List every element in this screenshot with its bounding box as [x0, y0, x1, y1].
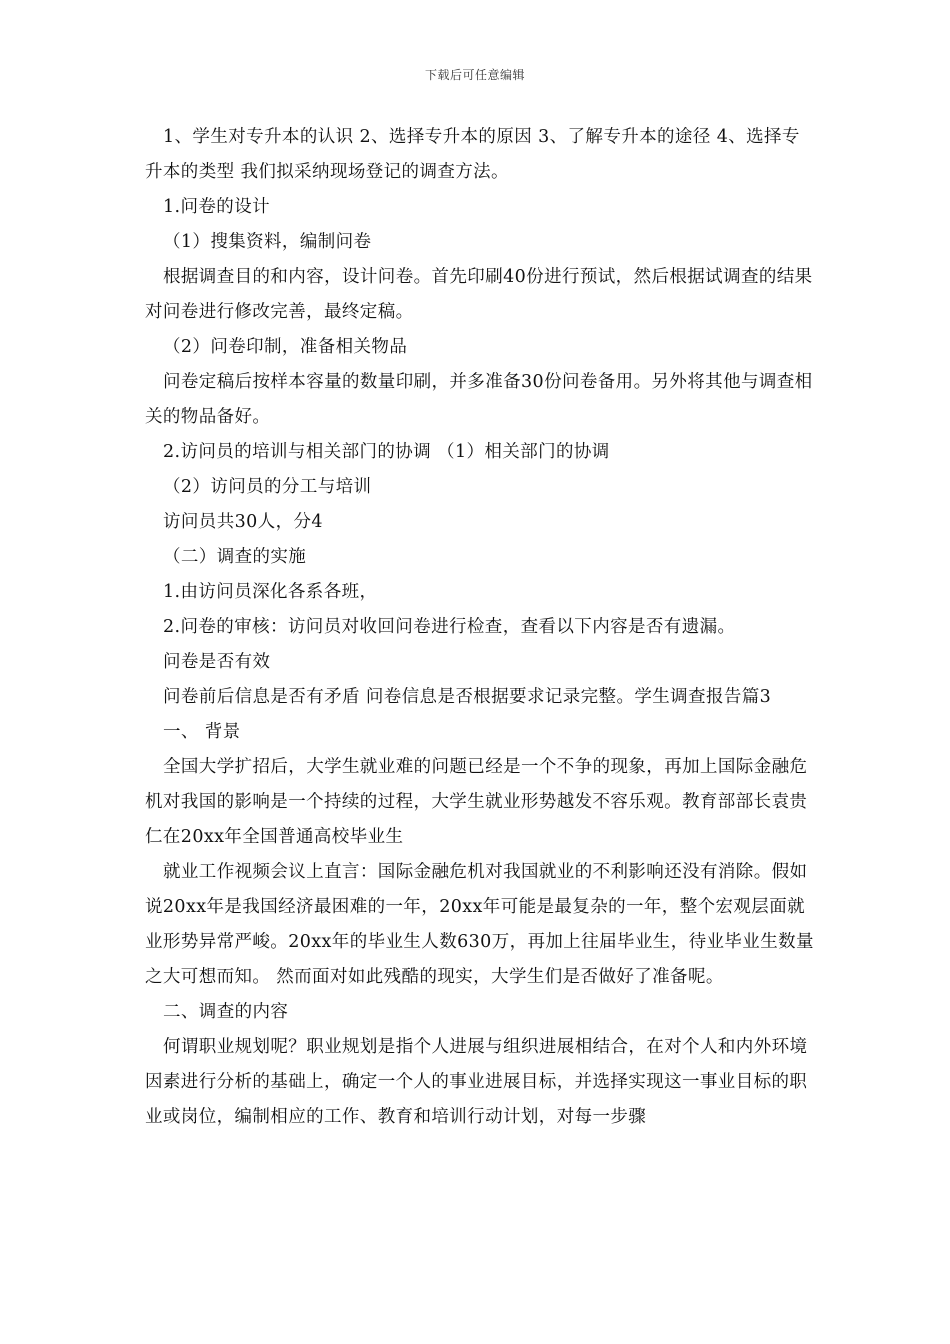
paragraph: 访问员共30人，分4	[163, 512, 323, 532]
paragraph: 全国大学扩招后，大学生就业难的问题已经是一个不争的现象，再加上国际金融危机对我国的影响是一个持续的过程，大学生就业形势越发不容乐观。教育部部长袁贵仁在20xx年全国普通高校毕业生	[145, 757, 808, 847]
document-body	[145, 120, 815, 1135]
paragraph: 2.访问员的培训与相关部门的协调 （1）相关部门的协调	[163, 442, 610, 462]
paragraph: 1.由访问员深化各系各班，	[163, 582, 378, 602]
paragraph: （二）调查的实施	[163, 547, 307, 567]
paragraph: 问卷是否有效	[163, 652, 271, 672]
paragraph: 何谓职业规划呢？职业规划是指个人进展与组织进展相结合，在对个人和内外环境因素进行分析的基础上，确定一个人的事业进展目标，并选择实现这一事业目标的职业或岗位，编制相应的工作、教育和培训行动计划，对每一步骤	[145, 1037, 808, 1127]
paragraph: （1）搜集资料，编制问卷	[163, 232, 372, 252]
paragraph: 问卷定稿后按样本容量的数量印刷，并多准备30份问卷备用。另外将其他与调查相关的物品备好。	[145, 372, 813, 427]
paragraph: 问卷前后信息是否有矛盾 问卷信息是否根据要求记录完整。学生调查报告篇3	[163, 687, 772, 707]
paragraph: （2）访问员的分工与培训	[163, 477, 372, 497]
page-header-note: 下载后可任意编辑	[424, 68, 525, 82]
paragraph: 1.问卷的设计	[163, 197, 270, 217]
paragraph: 根据调查目的和内容，设计问卷。首先印刷40份进行预试，然后根据试调查的结果对问卷进行修改完善，最终定稿。	[145, 267, 813, 322]
paragraph: 1、学生对专升本的认识 2、选择专升本的原因 3、了解专升本的途径 4、选择专升本的类型 我们拟采纳现场登记的调查方法。	[145, 127, 800, 182]
paragraph: 2.问卷的审核：访问员对收回问卷进行检查，查看以下内容是否有遗漏。	[163, 617, 736, 637]
section-heading: 一、 背景	[163, 722, 241, 742]
paragraph: （2）问卷印制，准备相关物品	[163, 337, 408, 357]
section-heading: 二、调查的内容	[163, 1002, 289, 1022]
paragraph: 就业工作视频会议上直言：国际金融危机对我国就业的不利影响还没有消除。假如说20xx年是我国经济最困难的一年，20xx年可能是最复杂的一年，整个宏观层面就业形势异常严峻。20xx年的毕业生人数630万，再加上往届毕业生，待业毕业生数量之大可想而知。 然而面对如此残酷的现实，大学生们是否做好了准备呢。	[145, 862, 814, 987]
